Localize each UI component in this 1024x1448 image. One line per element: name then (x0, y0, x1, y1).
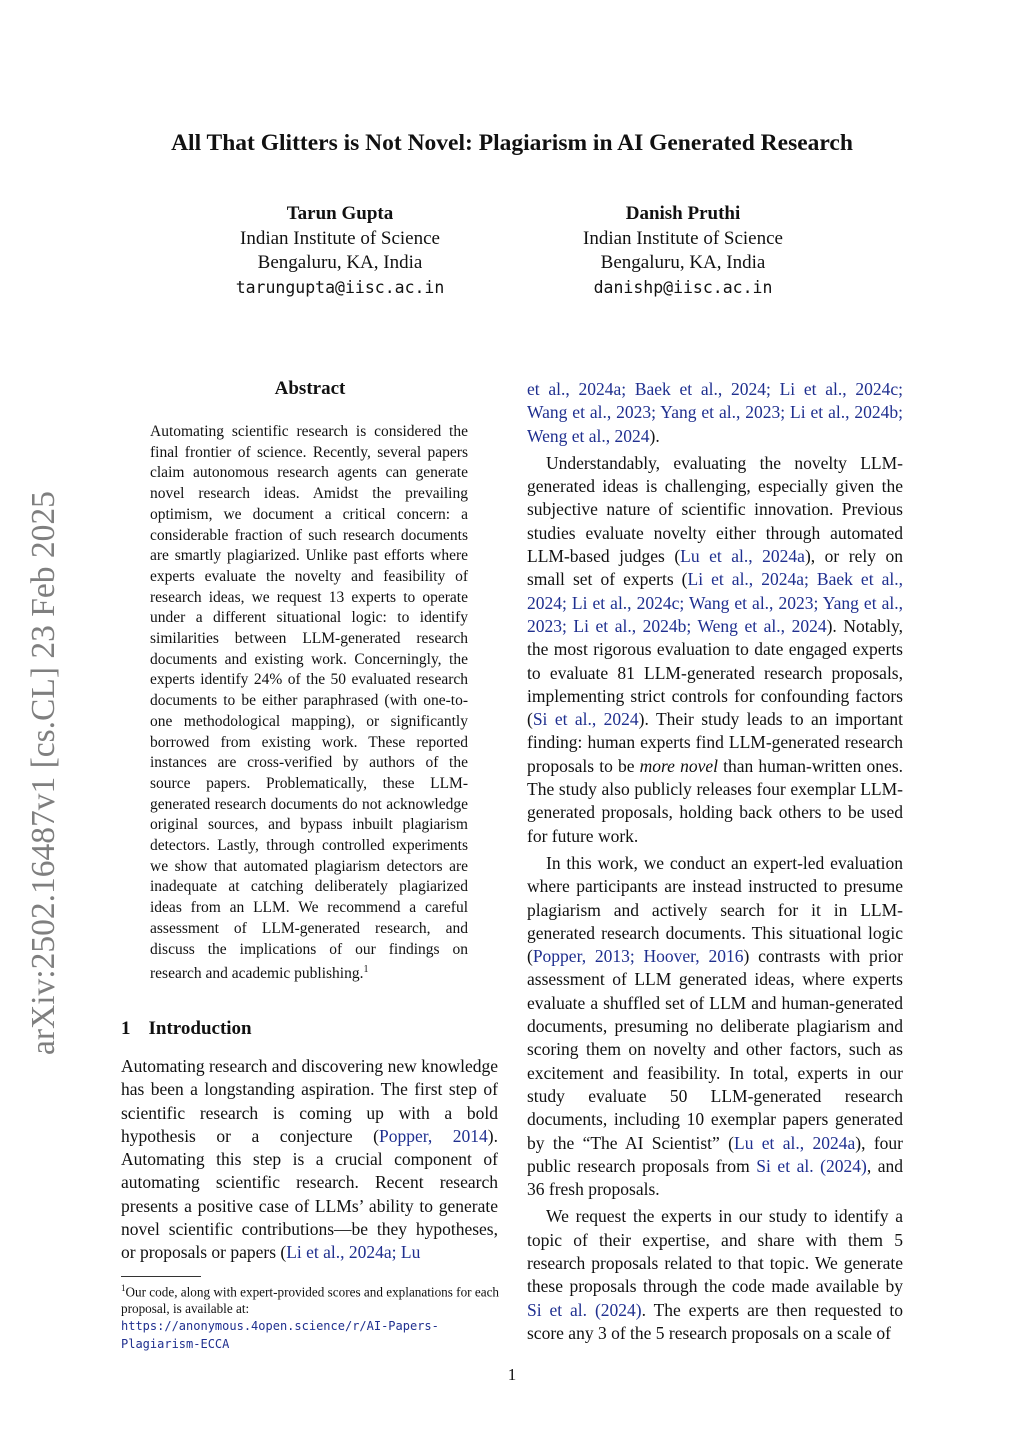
intro-left-column (121, 1055, 498, 1265)
footnote-text: Our code, along with expert-provided scores and explanations for each proposal, is available at: (121, 1284, 500, 1317)
abstract-heading: Abstract (274, 378, 346, 399)
citation-link[interactable]: Li et al., 2024a; Lu (286, 1242, 421, 1263)
page-number: 1 (507, 1365, 517, 1384)
citation-link[interactable]: Lu et al., 2024a (734, 1132, 856, 1153)
body-text: ). (649, 425, 660, 446)
body-text: ) contrasts with prior assessment of LLM generated ideas, where experts evaluate a shuffled set of LLM and human-generated documents, presuming no deliberate plagiarism and scoring them on novelty and other factors, such as excitement and feasibility. In total, experts in our study evaluate 50 LLM-generated research documents, including 10 exemplar papers generated by the “The AI Scientist” ( (527, 946, 903, 1153)
body-text: Understandably, evaluating the novelty LLM-generated ideas is challenging, especially given the subjective nature of scientific innovation. Previous studies evaluate novelty either through automated LLM-based judges ( (527, 452, 903, 567)
emphasis-text: more novel (639, 755, 718, 776)
paper-title: All That Glitters is Not Novel: Plagiarism in AI Generated Research (171, 130, 853, 156)
section-number: 1 (121, 1018, 131, 1039)
author-email[interactable]: tarungupta@iisc.ac.in (235, 277, 445, 297)
footnote-marker[interactable]: 1 (363, 964, 369, 976)
abstract-body (150, 422, 468, 985)
footnote-number: 1 (121, 1283, 126, 1293)
citation-link[interactable]: Li et al., 2024a; Baek et al., 2024; Li et al., 2024c; Wang et al., 2023; Yang et al., 2023; Li et al., 2024b; Weng et al., 2024 (527, 569, 903, 636)
author-affiliation: Indian Institute of Science (583, 227, 783, 249)
abstract-text: Automating scientific research is considered the final frontier of science. Recently, several papers claim autonomous research agents can generate novel research ideas. Amidst the prevailing optimism, we document a critical concern: a considerable fraction of such research documents are smartly plagiarized. Unlike past efforts where experts evaluate the novelty and feasibility of research ideas, we request 13 experts to operate under a different situational logic: to identify similarities between LLM-generated research documents and existing work. Concerningly, the experts identify 24% of the 50 evaluated research documents to be either paraphrased (with one-to-one methodological mapping), or significantly borrowed from existing work. These reported instances are cross-verified by authors of the source papers. Problematically, these LLM-generated research documents do not acknowledge original sources, and bypass inbuilt plagiarism detectors. Lastly, through controlled experiments we show that automated plagiarism detectors are inadequate at catching deliberately plagiarized ideas from an LLM. We recommend a careful assessment of LLM-generated research, and discuss the implications of our findings on research and academic publishing. (150, 423, 468, 983)
footnote-url-link[interactable]: https://anonymous.4open.science/r/AI-Papers-Plagiarism-ECCA (121, 1319, 439, 1352)
body-text: Automating research and discovering new knowledge has been a longstanding aspiration. The first step of scientific research is coming up with a bold hypothesis or a conjecture ( (121, 1056, 498, 1146)
author-name: Tarun Gupta (286, 203, 394, 224)
author-location: Bengaluru, KA, India (600, 252, 766, 273)
citation-link[interactable]: Si et al., 2024 (532, 709, 639, 730)
citation-link[interactable]: et al., 2024a; Baek et al., 2024; Li et al., 2024c; Wang et al., 2023; Yang et al., 2023; Li et al., 2024b; Weng et al., 2024 (527, 379, 903, 446)
author-location: Bengaluru, KA, India (257, 252, 423, 273)
body-text: ). Their study leads to an important finding: human experts find LLM-generated research proposals to be (527, 709, 903, 776)
citation-link[interactable]: Lu et al., 2024a (680, 546, 805, 567)
author-name: Danish Pruthi (625, 203, 741, 224)
author-email[interactable]: danishp@iisc.ac.in (593, 277, 773, 297)
body-text: , and 36 fresh proposals. (527, 1155, 903, 1200)
body-text: In this work, we conduct an expert-led evaluation where participants are instead instructed to presume plagiarism and actively search for it in LLM-generated research documents. This situational logic ( (527, 852, 903, 967)
body-text: . The experts are then requested to score any 3 of the 5 research proposals on a scale of (527, 1299, 903, 1343)
author-block-1 (190, 202, 490, 300)
citation-link[interactable]: Popper, 2013; Hoover, 2016 (532, 946, 744, 967)
intro-right-column (527, 378, 903, 1349)
body-text: ), or rely on small set of experts ( (527, 546, 903, 590)
citation-link[interactable]: Si et al. (2024) (756, 1155, 867, 1176)
footnote-divider (121, 1276, 201, 1277)
author-affiliation: Indian Institute of Science (240, 227, 440, 249)
body-text: ), four public research proposals from (527, 1132, 903, 1176)
citation-link[interactable]: Si et al. (2024) (527, 1299, 642, 1320)
footnote (121, 1280, 501, 1353)
body-text: than human-written ones. The study also publicly releases four exemplar LLM-generated proposals, holding back others to be used for future work. (527, 755, 904, 846)
section-heading (121, 1018, 252, 1040)
body-text: ). Automating this step is a crucial component of automating scientific research. Recent research presents a positive case of LLMs’ ability to generate novel scientific contributions—be they hypotheses, or proposals or papers ( (121, 1125, 498, 1263)
section-title: Introduction (148, 1018, 252, 1039)
author-block-2 (533, 202, 833, 300)
body-text: ). Notably, the most rigorous evaluation to date engaged experts to evaluate 81 LLM-generated research proposals, implementing strict controls for confounding factors ( (527, 615, 903, 730)
arxiv-identifier: arXiv:2502.16487v1 [cs.CL] 23 Feb 2025 (25, 491, 62, 1055)
citation-link[interactable]: Popper, 2014 (379, 1125, 488, 1146)
body-text: We request the experts in our study to identify a topic of their expertise, and share with them 5 research proposals related to that topic. We generate these proposals through the code made available by (527, 1206, 903, 1297)
